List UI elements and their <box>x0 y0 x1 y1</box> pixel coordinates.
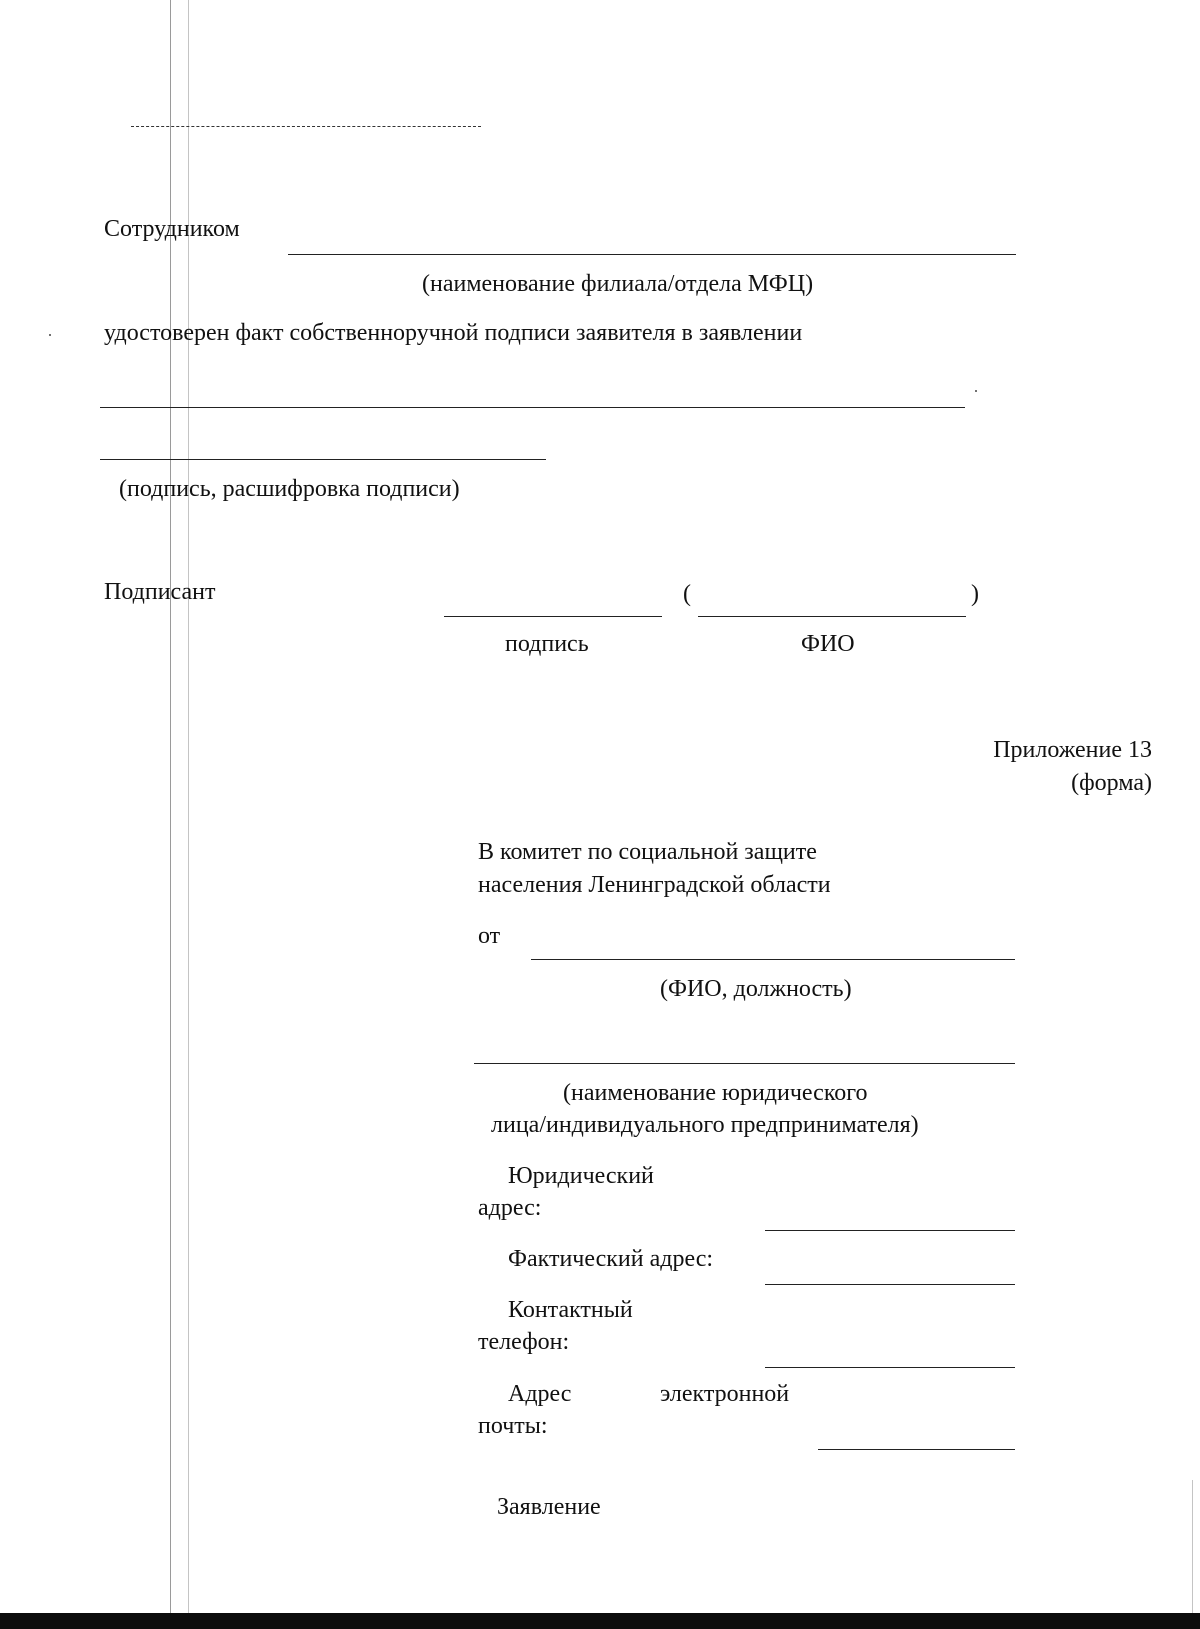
signature-blank-line <box>100 459 546 460</box>
statement-title: Заявление <box>497 1494 601 1520</box>
fio-caption: ФИО <box>801 631 855 657</box>
sign-caption: подпись <box>505 631 589 657</box>
phone-label-1: Контактный <box>508 1297 633 1323</box>
actual-address-label: Фактический адрес: <box>508 1246 714 1272</box>
email-label-word-2: электронной <box>660 1381 790 1407</box>
org-caption-line-2: лица/индивидуального предпринимателя) <box>491 1112 919 1138</box>
legal-address-blank-line <box>765 1230 1015 1231</box>
certified-text: удостоверен факт собственноручной подписи заявителя в заявлении <box>104 320 803 346</box>
sign-blank-line <box>444 616 662 617</box>
paren-open: ( <box>683 581 691 607</box>
email-label-word-1: Адрес <box>508 1381 572 1407</box>
signer-label: Подписант <box>104 579 216 605</box>
addressee-line-1: В комитет по социальной защите <box>478 839 817 865</box>
scan-speck <box>49 334 51 336</box>
scan-edge-line <box>1192 1480 1193 1613</box>
paren-close: ) <box>971 581 979 607</box>
top-dashed-line <box>131 126 481 127</box>
statement-blank-line <box>100 407 965 408</box>
email-blank-line <box>818 1449 1015 1450</box>
phone-blank-line <box>765 1367 1015 1368</box>
addressee-line-2: населения Ленинградской области <box>478 872 831 898</box>
fio-blank-line <box>698 616 966 617</box>
email-label-2: почты: <box>478 1413 548 1439</box>
phone-label-2: телефон: <box>478 1329 570 1355</box>
fio-position-caption: (ФИО, должность) <box>660 976 852 1002</box>
from-label: от <box>478 923 501 949</box>
scan-bottom-edge <box>0 1613 1200 1629</box>
branch-blank-line <box>288 254 1016 255</box>
appendix-subtitle: (форма) <box>1071 770 1152 796</box>
branch-caption: (наименование филиала/отдела МФЦ) <box>422 271 814 297</box>
appendix-title: Приложение 13 <box>993 737 1152 763</box>
from-blank-line <box>531 959 1015 960</box>
employee-label: Сотрудником <box>104 216 240 242</box>
org-blank-line <box>474 1063 1015 1064</box>
legal-address-label-1: Юридический <box>508 1163 654 1189</box>
org-caption-line-1: (наименование юридического <box>563 1080 868 1106</box>
legal-address-label-2: адрес: <box>478 1195 542 1221</box>
signature-caption: (подпись, расшифровка подписи) <box>119 476 460 502</box>
scan-speck-dot <box>975 390 977 392</box>
actual-address-blank-line <box>765 1284 1015 1285</box>
